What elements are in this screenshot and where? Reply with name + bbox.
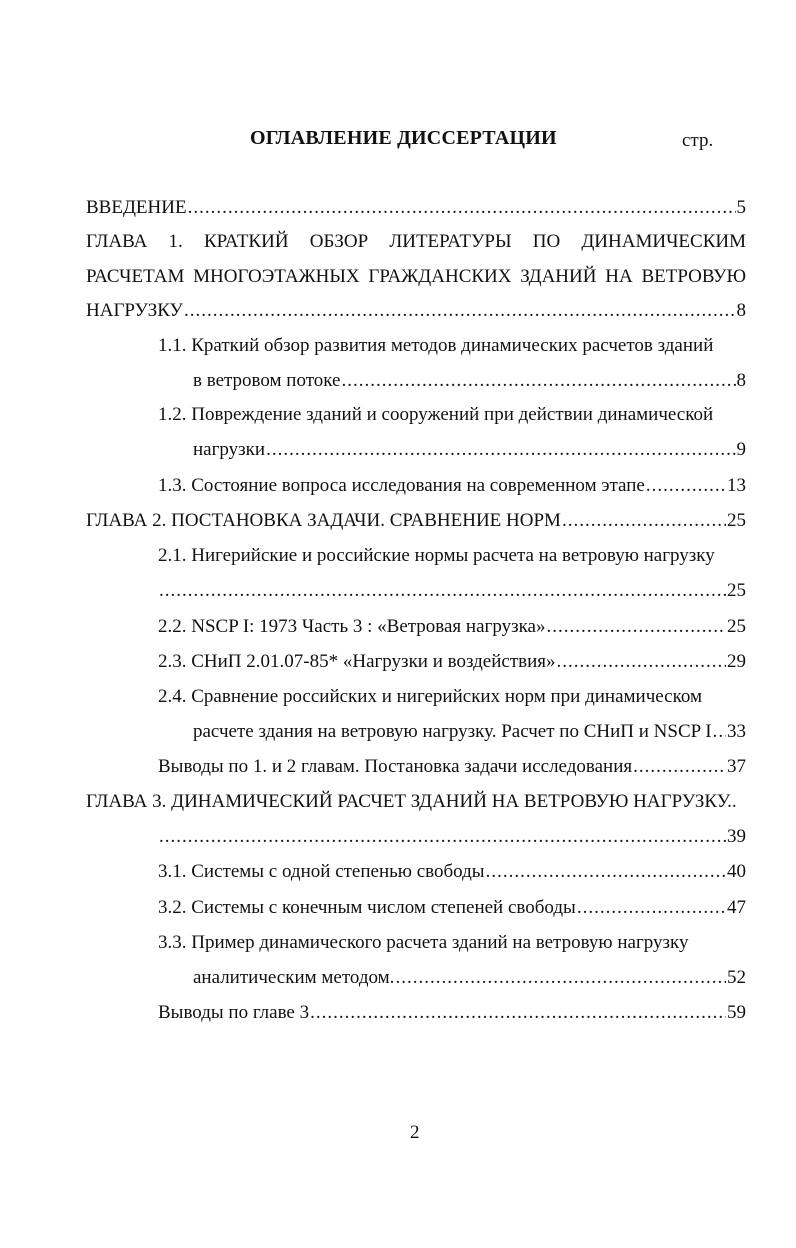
toc-label: 1.3. Состояние вопроса исследования на современном этапе: [158, 475, 645, 496]
dot-leader: [557, 649, 726, 675]
toc-entry-section-1-2: [193, 437, 746, 463]
toc-entry-conclusions-1-2: [158, 754, 746, 780]
toc-label: Выводы по 1. и 2 главам. Постановка задачи исследования: [158, 756, 633, 777]
document-title: ОГЛАВЛЕНИЕ ДИССЕРТАЦИИ: [250, 127, 557, 149]
toc-entry-chapter2: [86, 508, 746, 534]
toc-entry-section-3-3: [193, 965, 746, 991]
toc-page: 9: [736, 439, 746, 460]
toc-page: 25: [727, 580, 746, 601]
toc-page: 8: [736, 370, 746, 391]
dot-leader: [341, 368, 735, 394]
toc-page: 40: [727, 861, 746, 882]
toc-page: 8: [736, 300, 746, 321]
toc-page: 37: [727, 756, 746, 777]
toc-entry-conclusions-3: [158, 1000, 746, 1026]
toc-entry-chapter3: [158, 824, 746, 850]
toc-label: 2.4. Сравнение российских и нигерийских норм при динамическом: [158, 686, 703, 707]
toc-entry-section-3-2: [158, 895, 746, 921]
toc-label: 2.3. СНиП 2.01.07-85* «Нагрузки и воздействия»: [158, 651, 556, 672]
dot-leader: [646, 473, 726, 499]
dot-leader: [266, 437, 735, 463]
toc-section-2-1-line1: [158, 543, 746, 569]
toc-entry-chapter1: [86, 298, 746, 324]
toc-label: нагрузки: [193, 439, 266, 460]
toc-entry-section-2-2: [158, 614, 746, 640]
toc-page: 52: [727, 967, 746, 988]
toc-section-3-3-line1: [158, 930, 746, 956]
toc-page: 47: [727, 897, 746, 918]
dot-leader: [486, 859, 726, 885]
toc-chapter3-line1: [86, 789, 746, 815]
toc-label: аналитическим методом.: [193, 967, 395, 988]
toc-label: 1.2. Повреждение зданий и сооружений при действии динамической: [158, 404, 714, 425]
toc-entry-section-1-3: [158, 473, 746, 499]
toc-label: ВВЕДЕНИЕ: [86, 197, 187, 218]
toc-label: в ветровом потоке: [193, 370, 341, 391]
dot-leader: [546, 614, 726, 640]
toc-label: ГЛАВА 2. ПОСТАНОВКА ЗАДАЧИ. СРАВНЕНИЕ НОРМ: [86, 510, 561, 531]
page-column-label: стр.: [682, 130, 714, 151]
toc-page: 25: [727, 510, 746, 531]
toc-label: 3.3. Пример динамического расчета зданий на ветровую нагрузку: [158, 932, 689, 953]
toc-label: 2.1. Нигерийские и российские нормы расчета на ветровую нагрузку: [158, 545, 715, 566]
dot-leader: [713, 719, 726, 745]
toc-label: НАГРУЗКУ: [86, 300, 183, 321]
toc-label: 2.2. NSCP I: 1973 Часть 3 : «Ветровая нагрузка»: [158, 616, 546, 637]
toc-chapter1-line1: ГЛАВА 1. КРАТКИЙ ОБЗОР ЛИТЕРАТУРЫ ПО ДИНАМИЧЕСКИМ: [86, 231, 746, 252]
toc-section-1-2-line1: [158, 402, 746, 428]
dot-leader: [184, 298, 736, 324]
toc-page: 39: [727, 826, 746, 847]
dot-leader: [188, 195, 736, 221]
toc-section-2-4-line1: [158, 684, 746, 710]
toc-chapter1-line2: РАСЧЕТАМ МНОГОЭТАЖНЫХ ГРАЖДАНСКИХ ЗДАНИЙ НА ВЕТРОВУЮ: [86, 266, 746, 287]
toc-label: 1.1. Краткий обзор развития методов динамических расчетов зданий: [158, 335, 714, 356]
toc-section-1-1-line1: [158, 333, 746, 359]
dot-leader: [577, 895, 726, 921]
dot-leader: [633, 754, 726, 780]
dot-leader: [159, 824, 726, 850]
toc-label: 3.2. Системы с конечным числом степеней свободы: [158, 897, 576, 918]
dot-leader: [562, 508, 726, 534]
toc-label: расчете здания на ветровую нагрузку. Расчет по СНиП и NSCP I: [193, 721, 712, 742]
toc-page: 29: [727, 651, 746, 672]
toc-entry-section-2-4: [193, 719, 746, 745]
toc-entry-section-1-1: [193, 368, 746, 394]
dot-leader: [395, 965, 726, 991]
toc-entry-section-3-1: [158, 859, 746, 885]
toc-page: 5: [736, 197, 746, 218]
toc-label: ГЛАВА 3. ДИНАМИЧЕСКИЙ РАСЧЕТ ЗДАНИЙ НА ВЕТРОВУЮ НАГРУЗКУ..: [86, 791, 737, 812]
dot-leader: [310, 1000, 726, 1026]
dot-leader: [159, 578, 726, 604]
toc-page: 33: [727, 721, 746, 742]
toc-entry-section-2-1: [158, 578, 746, 604]
toc-label: Выводы по главе 3: [158, 1002, 310, 1023]
toc-entry-section-2-3: [158, 649, 746, 675]
page-number: 2: [410, 1122, 420, 1143]
toc-entry-intro: [86, 195, 746, 221]
toc-page: 59: [727, 1002, 746, 1023]
toc-page: 13: [727, 475, 746, 496]
toc-label: 3.1. Системы с одной степенью свободы: [158, 861, 485, 882]
toc-page: 25: [727, 616, 746, 637]
